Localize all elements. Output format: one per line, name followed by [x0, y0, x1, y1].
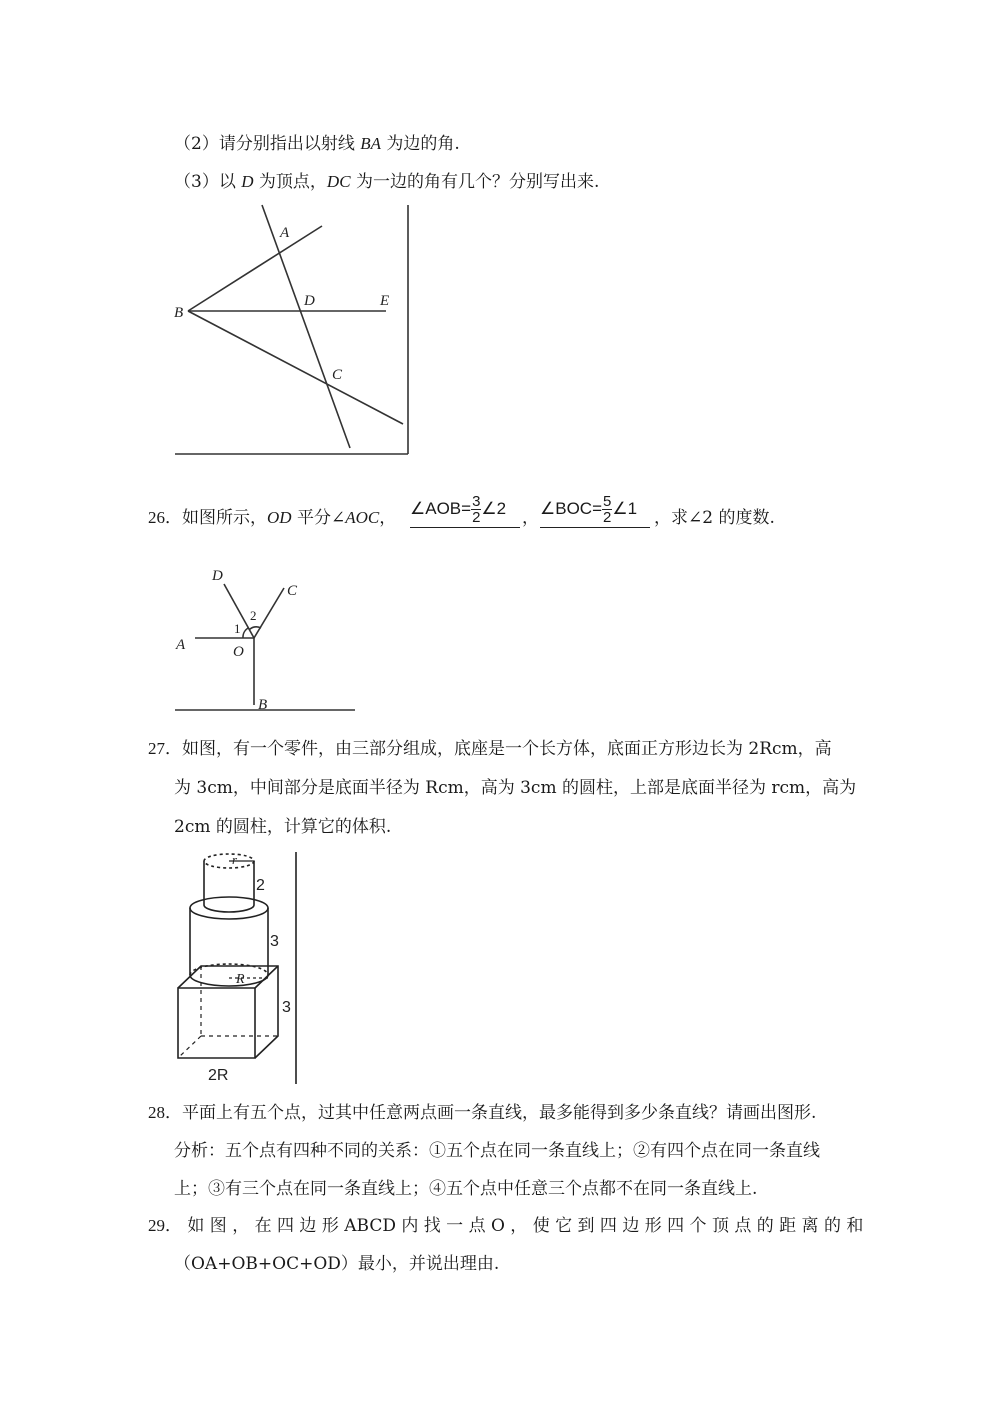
q25-part3	[174, 171, 599, 193]
q26-equation-1	[410, 494, 520, 528]
q27-label-mid-h: 3	[270, 933, 279, 950]
q25-part3-mid: 为顶点，	[253, 172, 327, 192]
q25-part3-post: 为一边的角有几个？分别写出来.	[350, 172, 600, 192]
q26-eq1-den: 2	[472, 509, 481, 526]
q26-eq1-num: 3	[472, 493, 481, 510]
q26-eq2-num: 5	[603, 493, 612, 510]
q25-part2-var: BA	[360, 134, 382, 153]
q26-comma: ，	[379, 508, 397, 528]
q27-cube-front	[178, 988, 255, 1058]
q27-number: 27	[148, 739, 165, 758]
q27-line1	[148, 738, 832, 760]
q25-ray-bc	[188, 311, 403, 424]
q27-cube-hidden-diagonal	[178, 1036, 201, 1058]
q26-eq2-lhs: ∠BOC=	[540, 498, 603, 518]
q25-label-d: D	[304, 293, 315, 309]
q26-comma2: ，	[522, 508, 539, 528]
q25-ray-ba	[188, 226, 322, 311]
q29-number: 29	[148, 1216, 165, 1235]
q26-eq1-lhs: ∠AOB=	[410, 498, 472, 518]
q29-line2: （OA+OB+OC+OD）最小，并说出理由.	[174, 1254, 500, 1274]
q28-number: 28	[148, 1103, 165, 1122]
q26-label-a: A	[176, 637, 186, 653]
q26-label-b: B	[258, 697, 268, 713]
q26-label-angle2: 2	[250, 608, 257, 623]
q25-part3-var1: D	[241, 172, 254, 191]
q27-top-cylinder-top	[204, 854, 254, 868]
q28-line2: 分析：五个点有四种不同的关系：①五个点在同一条直线上；②有四个点在同一条直线	[174, 1141, 820, 1161]
q25-label-c: C	[332, 367, 343, 383]
q26-var-od: OD	[267, 508, 292, 527]
q27-line3: 2cm 的圆柱，计算它的体积.	[174, 817, 392, 837]
q27-label-big-r: R	[236, 972, 245, 987]
q26-angle2-arc	[249, 627, 261, 630]
q27-line1-text: ．如图，有一个零件，由三部分组成，底座是一个长方体，底面正方形边长为 2Rcm，高	[165, 739, 832, 759]
q26-equation-2	[540, 494, 650, 528]
q28-line1	[148, 1102, 816, 1124]
q27-top-cyl-base	[204, 905, 254, 912]
q27-label-r: r	[232, 852, 238, 867]
q26-label-d: D	[212, 568, 223, 584]
q26-label-angle1: 1	[234, 621, 241, 636]
q25-part2	[174, 133, 460, 155]
q26-ray-oc	[254, 588, 284, 638]
q27-mid-cylinder-top	[190, 897, 268, 919]
q26-var-aoc: AOC	[345, 508, 380, 527]
q26-number: 26	[148, 508, 165, 527]
q27-mid-cyl-base-back	[190, 964, 268, 975]
q25-part2-pre: （2）请分别指出以射线	[174, 134, 361, 154]
q28-line3: 上；③有三个点在同一条直线上；④五个点中任意三个点都不在同一条直线上.	[174, 1179, 758, 1199]
q27-mid-cyl-base-front	[190, 975, 268, 986]
q27-label-base-w: 2R	[208, 1067, 229, 1084]
q26-eq1-fraction	[471, 494, 481, 525]
q25-part3-var2: DC	[326, 172, 351, 191]
q26-eq1-rhs: ∠2	[481, 498, 507, 518]
q25-part2-post: 为边的角.	[381, 134, 460, 154]
q27-label-base-h: 3	[282, 999, 291, 1016]
q27-cube-edge	[255, 966, 278, 988]
q25-line-ac	[262, 205, 350, 448]
q28-line1-text: ．平面上有五个点，过其中任意两点画一条直线，最多能得到多少条直线？请画出图形.	[165, 1103, 817, 1123]
q26-ray-od	[224, 584, 254, 638]
q26-label-c: C	[287, 583, 298, 599]
q26-eq2-fraction	[602, 494, 612, 525]
q27-label-top-h: 2	[256, 877, 265, 894]
q26-label-o: O	[233, 644, 244, 660]
q29-line1	[148, 1215, 863, 1237]
q26-post: ，求∠2 的度数.	[654, 508, 775, 528]
q25-label-e: E	[380, 293, 390, 309]
q26-text	[148, 507, 396, 529]
q29-line1-text: ． 如 图 ， 在 四 边 形 ABCD 内 找 一 点 O ， 使 它 到 四 边 形 四 个 顶 点 的 距 离 的 和	[165, 1216, 864, 1236]
q26-angle1-arc	[243, 628, 248, 638]
q27-cube-top-right	[178, 966, 278, 1058]
q25-label-b: B	[174, 305, 184, 321]
q26-pre: ．如图所示，	[165, 508, 267, 528]
q26-mid: 平分∠	[291, 508, 346, 528]
q26-eq2-rhs: ∠1	[612, 498, 638, 518]
q27-line2: 为 3cm，中间部分是底面半径为 Rcm，高为 3cm 的圆柱，上部是底面半径为 rcm，高为	[174, 778, 857, 798]
q26-eq2-den: 2	[603, 509, 612, 526]
q25-part3-pre: （3）以	[174, 172, 242, 192]
q25-label-a: A	[280, 225, 290, 241]
